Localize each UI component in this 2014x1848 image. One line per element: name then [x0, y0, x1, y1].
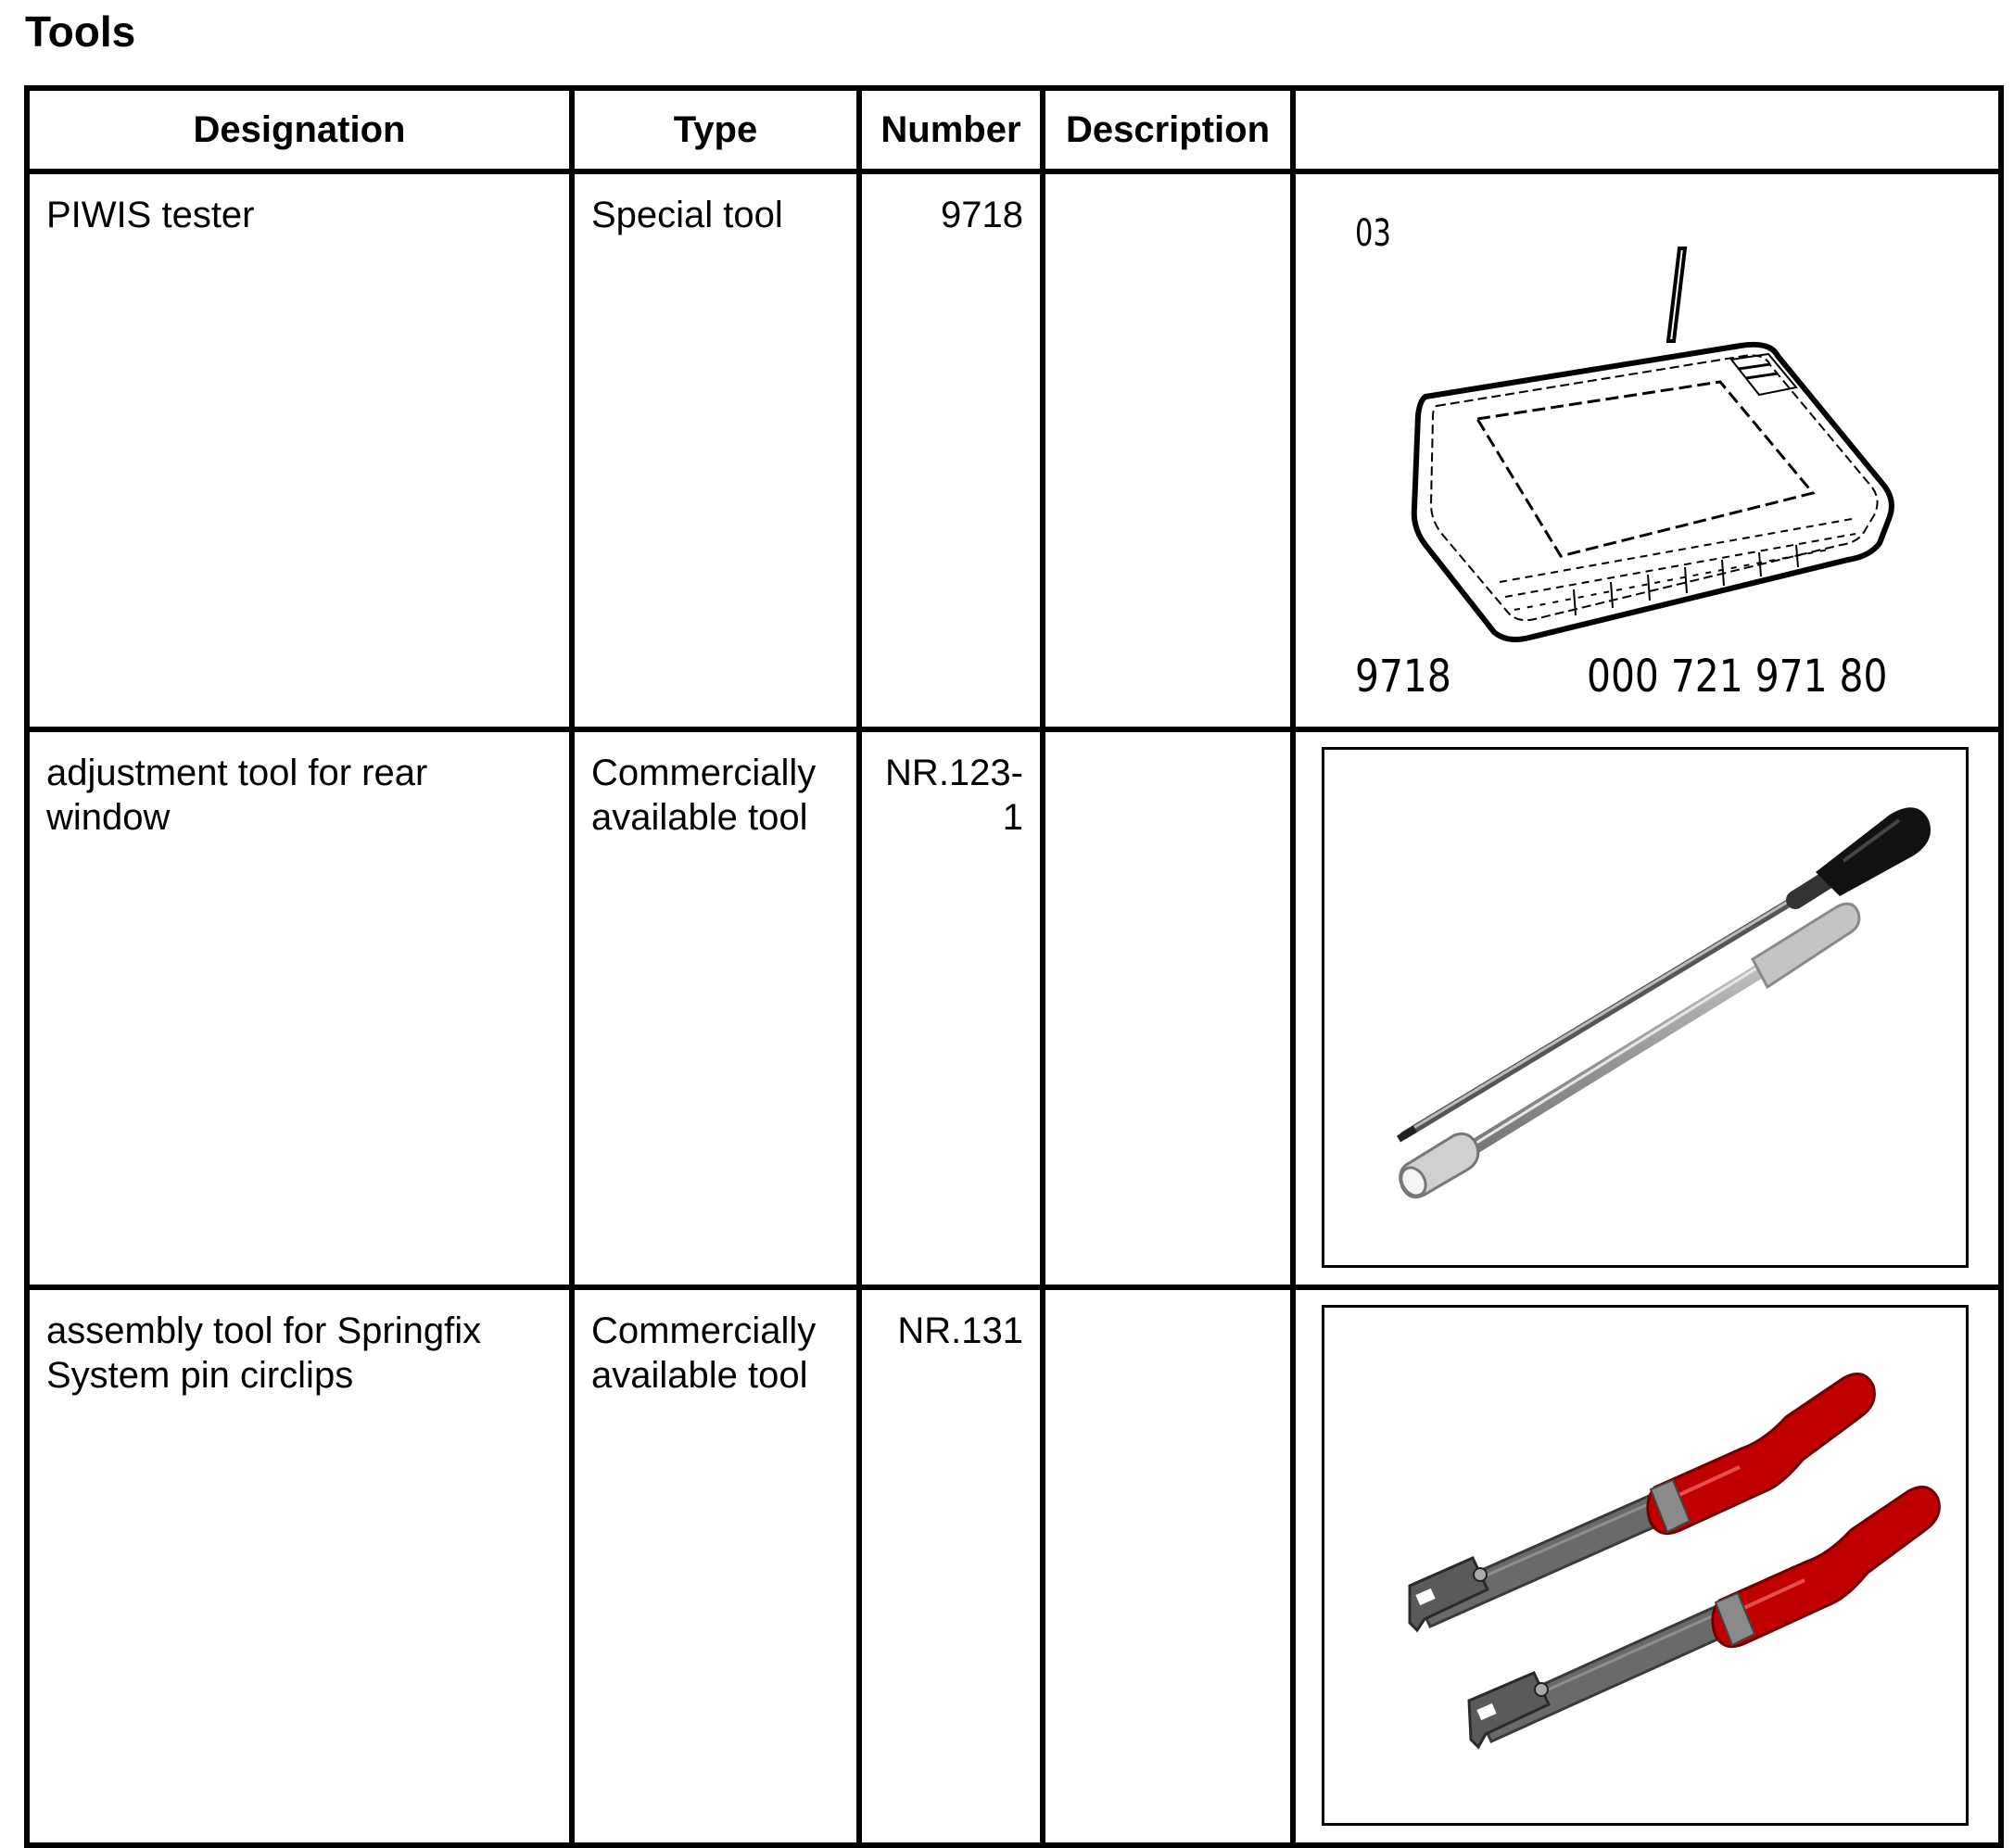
cell-type: Special tool — [572, 171, 859, 729]
piwis-tester-tablet-icon — [1296, 174, 2004, 727]
table-header-row — [27, 88, 2001, 171]
page-title: Tools — [25, 7, 136, 56]
cell-description — [1043, 729, 1293, 1287]
illustration-tool-number: 9718 — [1355, 651, 1451, 702]
cell-designation: assembly tool for Springfix System pin circlips — [27, 1287, 572, 1845]
cell-image — [1293, 729, 2001, 1287]
header-type: Type — [572, 88, 859, 171]
cell-number: 9718 — [859, 171, 1043, 729]
cell-number: NR.131 — [859, 1287, 1043, 1845]
cell-designation: adjustment tool for rear window — [27, 729, 572, 1287]
header-image — [1293, 88, 2001, 171]
header-number: Number — [859, 88, 1043, 171]
screwdriver-and-socket-wrench-icon — [1324, 750, 1966, 1265]
cell-description — [1043, 1287, 1293, 1845]
cell-number: NR.123-1 — [859, 729, 1043, 1287]
tools-table — [24, 85, 2004, 1848]
illustration-label-top: 03 — [1355, 212, 1391, 255]
piwis-tester-illustration — [1296, 174, 1998, 727]
header-description: Description — [1043, 88, 1293, 171]
cell-description — [1043, 171, 1293, 729]
table-row — [27, 729, 2001, 1287]
illustration-part-number: 000 721 971 80 — [1587, 651, 1888, 702]
circlip-tool-photo — [1322, 1305, 1969, 1826]
adjustment-tool-photo — [1322, 747, 1969, 1268]
cell-image — [1293, 171, 2001, 729]
cell-designation: PIWIS tester — [27, 171, 572, 729]
cell-image — [1293, 1287, 2001, 1845]
cell-type: Commercially available tool — [572, 729, 859, 1287]
header-designation: Designation — [27, 88, 572, 171]
circlip-assembly-tools-icon — [1324, 1308, 1966, 1823]
cell-type: Commercially available tool — [572, 1287, 859, 1845]
table-row — [27, 171, 2001, 729]
table-row — [27, 1287, 2001, 1845]
